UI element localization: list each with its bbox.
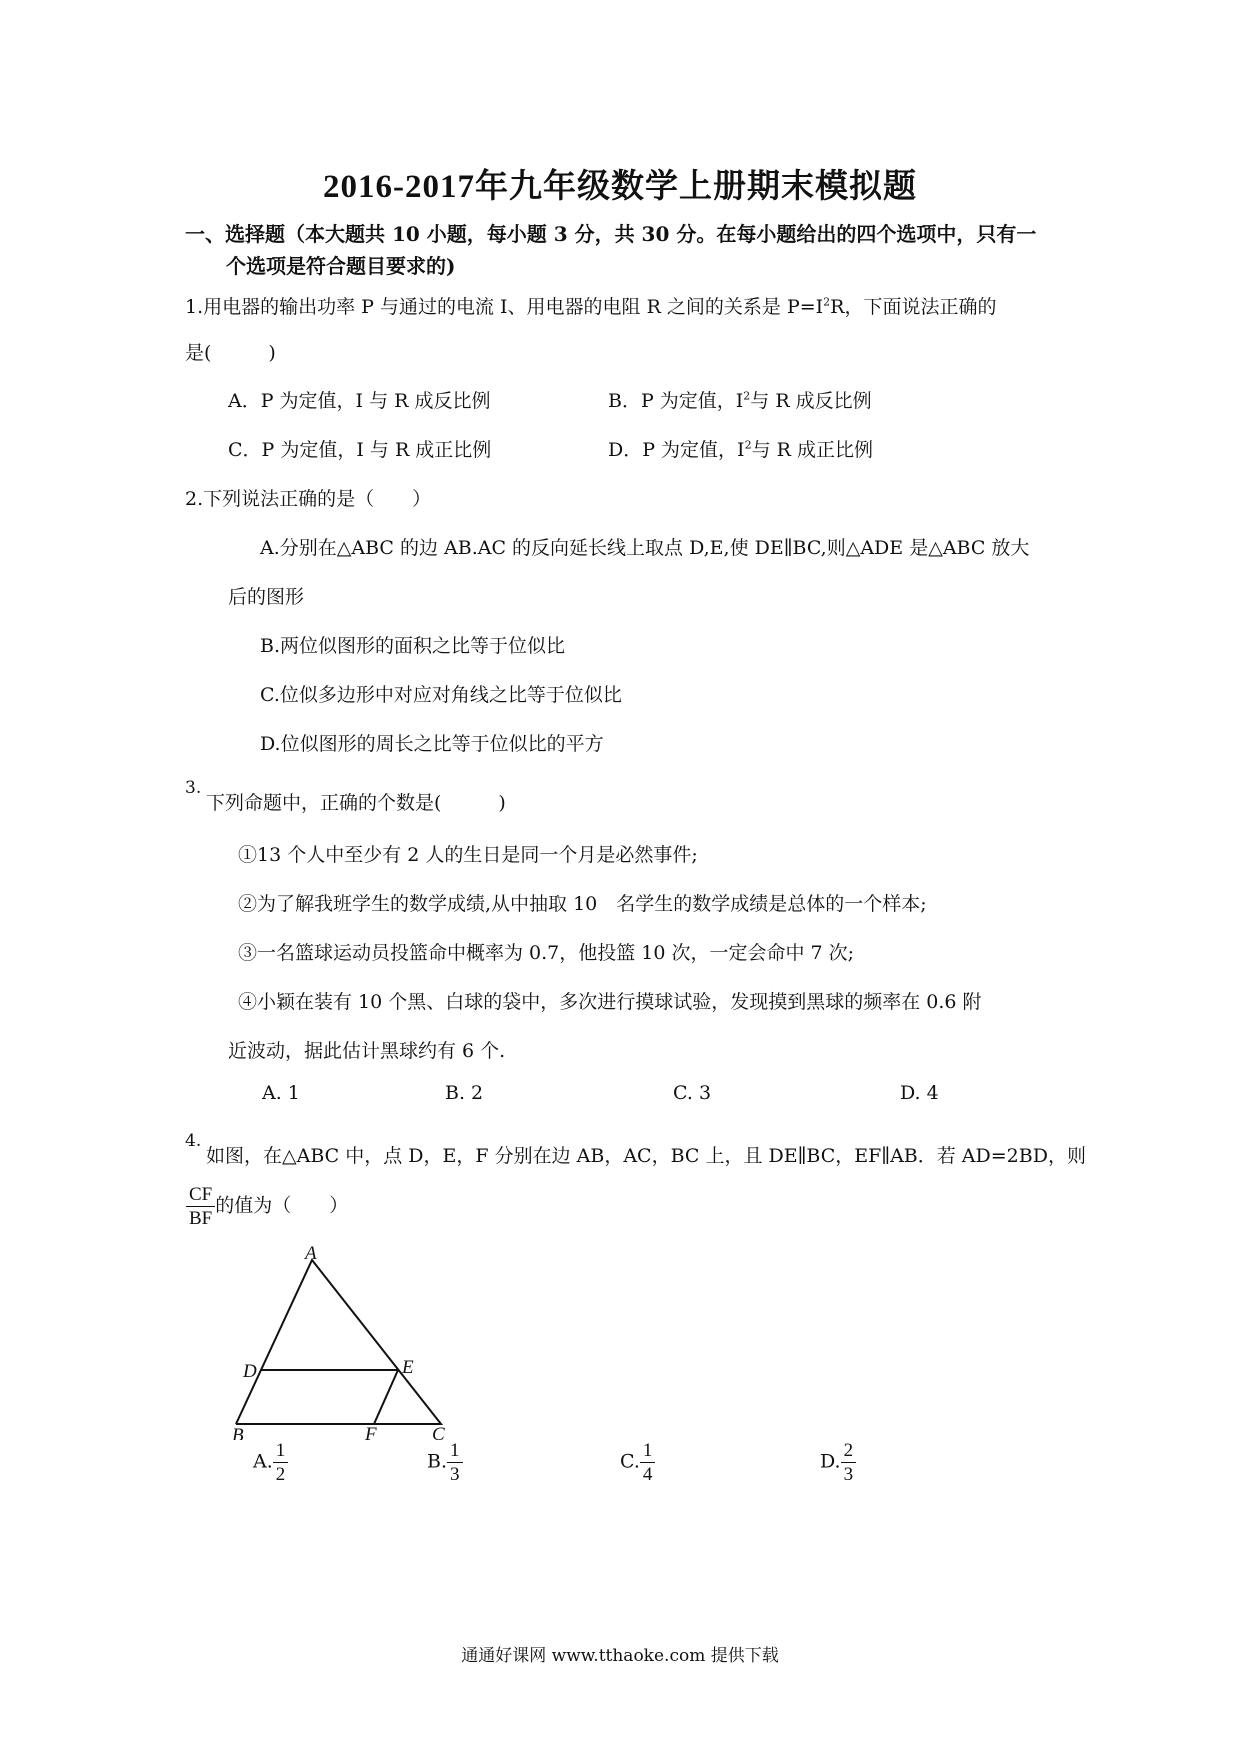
- triangle-abc: [236, 1260, 441, 1424]
- q3-statement-3: ③一名篮球运动员投篮命中概率为 0.7，他投篮 10 次，一定会命中 7 次;: [238, 942, 855, 964]
- label-e: E: [402, 1357, 414, 1378]
- q1-option-b-text-a: B．P 为定值，I: [608, 390, 744, 412]
- q4-option-a-label: A.: [253, 1450, 273, 1473]
- q2-stem: 2.下列说法正确的是（ ）: [185, 488, 432, 510]
- q1-stem-text-a: 1.用电器的输出功率 P 与通过的电流 I、用电器的电阻 R 之间的关系是 P=I: [185, 296, 824, 318]
- q4-option-b: [427, 1441, 463, 1484]
- q3-statement-1: ①13 个人中至少有 2 人的生日是同一个月是必然事件;: [238, 844, 698, 866]
- page-title: 2016-2017年九年级数学上册期末模拟题: [323, 169, 917, 205]
- q2-option-d: D.位似图形的周长之比等于位似比的平方: [260, 733, 604, 755]
- q4-stem-line2: [186, 1185, 348, 1228]
- q4-number: 4.: [185, 1131, 202, 1151]
- q1-option-d: [608, 435, 873, 462]
- label-d: D: [243, 1361, 257, 1382]
- q4-fraction-denominator: BF: [189, 1208, 213, 1229]
- q4-option-b-denominator: 3: [450, 1464, 460, 1485]
- q1-stem-superscript: 2: [823, 295, 831, 309]
- q2-option-a-line2: 后的图形: [228, 586, 305, 608]
- label-c: C: [432, 1424, 445, 1440]
- q3-statement-2: ②为了解我班学生的数学成绩,从中抽取 10 名学生的数学成绩是总体的一个样本;: [238, 893, 927, 915]
- q3-statement-4-line1: ④小颖在装有 10 个黑、白球的袋中，多次进行摸球试验，发现摸到黑球的频率在 0.6 附: [238, 991, 982, 1013]
- q4-option-a-fraction: [273, 1441, 289, 1484]
- q4-option-d-numerator: 2: [841, 1441, 857, 1463]
- q4-stem: 如图，在△ABC 中，点 D，E，F 分别在边 AB，AC，BC 上，且 DE∥BC，EF∥AB．若 AD=2BD，则: [206, 1145, 1086, 1167]
- q4-option-c-label: C.: [620, 1450, 640, 1473]
- q1-stem-line2: 是( ): [185, 342, 276, 364]
- section-heading-line2: 个选项是符合题目要求的): [226, 254, 456, 278]
- q3-stem: 下列命题中，正确的个数是( ): [206, 792, 506, 814]
- q4-option-a-denominator: 2: [275, 1464, 286, 1485]
- q4-option-c-fraction: [640, 1441, 656, 1484]
- q1-option-b-text-b: 与 R 成反比例: [750, 390, 872, 412]
- q3-option-c: C. 3: [673, 1082, 712, 1104]
- q4-stem-tail: 的值为（ ）: [215, 1194, 349, 1217]
- section-heading-line1: 一、选择题（本大题共 10 小题，每小题 3 分，共 30 分。在每小题给出的四个选项中，只有一: [185, 222, 1037, 246]
- footer-source: 通通好课网 www.tthaoke.com 提供下载: [461, 1646, 779, 1666]
- q4-fraction-cf-bf: [186, 1185, 215, 1228]
- label-b: B: [232, 1425, 244, 1440]
- triangle-figure: [225, 1245, 465, 1440]
- q1-option-d-text-b: 与 R 成正比例: [751, 439, 873, 461]
- q4-option-d-denominator: 3: [843, 1464, 854, 1485]
- q3-option-d: D. 4: [900, 1082, 939, 1104]
- q3-option-b: B. 2: [445, 1082, 484, 1104]
- label-a: A: [305, 1245, 317, 1264]
- q3-number: 3.: [185, 778, 202, 798]
- q2-option-a-line1: A.分别在△ABC 的边 AB.AC 的反向延长线上取点 D,E,使 DE∥BC,则△ADE 是△ABC 放大: [260, 537, 1030, 559]
- q1-option-b: [608, 386, 872, 413]
- q4-option-b-fraction: [447, 1441, 463, 1484]
- q4-option-d-label: D.: [820, 1450, 841, 1473]
- q4-option-d-fraction: [841, 1441, 857, 1484]
- q1-option-d-superscript: 2: [744, 438, 752, 452]
- q1-option-a: A．P 为定值，I 与 R 成反比例: [228, 390, 491, 412]
- q4-option-a-numerator: 1: [273, 1441, 289, 1463]
- q4-fraction-numerator: CF: [186, 1185, 215, 1207]
- q3-statement-4-line2: 近波动，据此估计黑球约有 6 个.: [228, 1040, 506, 1062]
- q3-option-a: A. 1: [262, 1082, 300, 1104]
- q1-option-b-superscript: 2: [743, 389, 751, 403]
- q4-option-b-label: B.: [427, 1450, 448, 1473]
- q2-option-c: C.位似多边形中对应对角线之比等于位似比: [260, 684, 622, 706]
- q1-option-c: C．P 为定值，I 与 R 成正比例: [228, 439, 492, 461]
- q1-option-d-text-a: D．P 为定值，I: [608, 439, 745, 461]
- q1-stem-line1: [185, 292, 996, 319]
- segment-ef: [374, 1370, 398, 1424]
- q4-option-c-denominator: 4: [642, 1464, 653, 1485]
- label-f: F: [365, 1424, 377, 1440]
- q1-stem-text-b: R，下面说法正确的: [830, 296, 997, 318]
- q4-option-d: [820, 1441, 856, 1484]
- q4-option-c-numerator: 1: [640, 1441, 656, 1463]
- q2-option-b: B.两位似图形的面积之比等于位似比: [260, 635, 566, 657]
- q4-option-a: [253, 1441, 288, 1484]
- q4-option-b-numerator: 1: [447, 1441, 463, 1463]
- q4-option-c: [620, 1441, 655, 1484]
